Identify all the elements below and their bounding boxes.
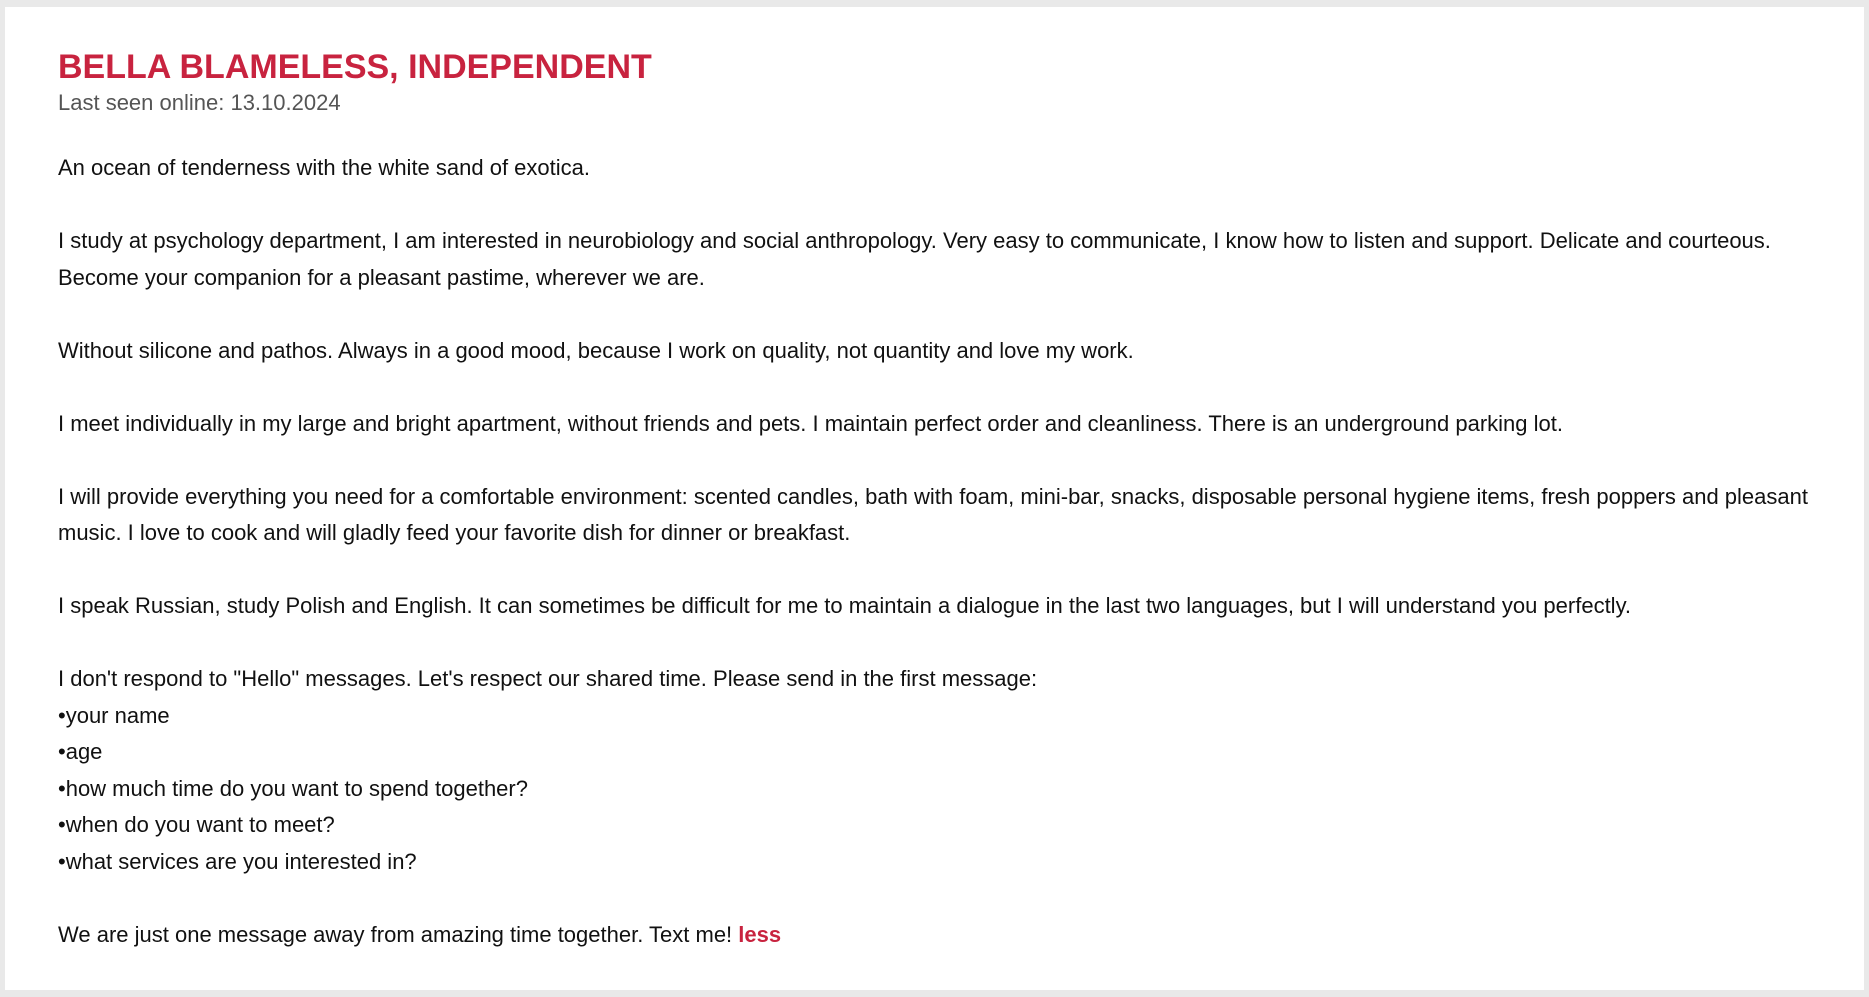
description-paragraph: I speak Russian, study Polish and English. It can sometimes be difficult for me to maintain a dialogue in the last two languages, but I will understand you perfectly. xyxy=(58,593,1632,618)
description-paragraph: Without silicone and pathos. Always in a good mood, because I work on quality, not quantity and love my work. xyxy=(58,337,1134,363)
description-paragraph: I meet individually in my large and bright apartment, without friends and pets. I maintain perfect order and cleanliness. There is an underground parking lot. xyxy=(58,410,1563,436)
closing-paragraph xyxy=(58,917,1814,954)
list-item: • how much time do you want to spend together? xyxy=(58,771,1814,808)
last-seen-status: Last seen online: 13.10.2024 xyxy=(58,90,341,115)
list-item: • when do you want to meet? xyxy=(58,807,1814,844)
page-title: BELLA BLAMELESS, INDEPENDENT xyxy=(58,48,652,86)
description-paragraph: I study at psychology department, I am interested in neurobiology and social anthropology. Very easy to communicate, I know how to listen and support. Delicate and courteous. Become your companion for a pleasant pastime, wherever we are. xyxy=(58,228,1771,290)
closing-text: We are just one message away from amazing time together. Text me! xyxy=(58,921,733,947)
list-item: • age xyxy=(58,734,1814,771)
list-item: • what services are you interested in? xyxy=(58,844,1814,881)
show-less-link[interactable]: less xyxy=(738,921,782,947)
first-message-list xyxy=(58,698,1814,881)
profile-card xyxy=(5,7,1864,990)
list-item: • your name xyxy=(58,698,1814,735)
description-paragraph: I will provide everything you need for a comfortable environment: scented candles, bath with foam, mini-bar, snacks, disposable personal hygiene items, fresh poppers and pleasant music. I love to cook and will gladly feed your favorite dish for dinner or breakfast. xyxy=(58,483,1808,545)
description-paragraph: An ocean of tenderness with the white sand of exotica. xyxy=(58,155,590,180)
description-paragraph: I don't respond to "Hello" messages. Let's respect our shared time. Please send in the first message: xyxy=(58,666,1038,691)
profile-description xyxy=(58,150,1814,953)
